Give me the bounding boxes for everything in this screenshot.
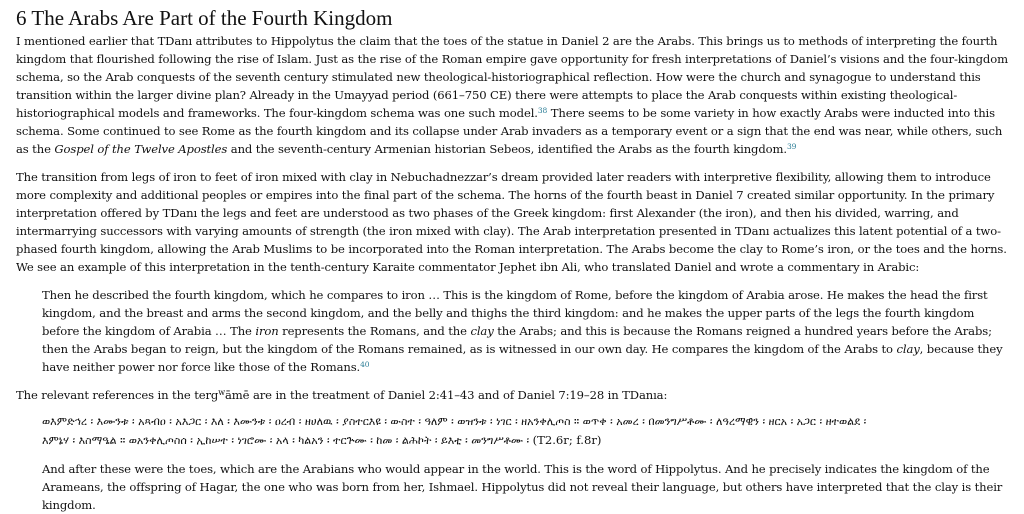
paragraph-3 — [16, 386, 1015, 404]
footnote-40-link[interactable]: 40 — [360, 360, 370, 369]
paragraph-1-text-b: There seems to be some variety in how exactly Arabs were inducted into this schema. Some continued to see Rome as the fourth kingdom and its collapse under Arab invaders as a temporary event or a sign that the end was near, while others, such as the — [16, 106, 1003, 156]
geez-line-2-text: እምኔሃ ፡ እስማዔል ። ወአንቀሊጦስሰ ፡ ኢከሠተ ፡ ነገሮሙ ፡ አላ ፡ ካልአን ፡ ተርጕሙ ፡ ከመ ፡ ልሕኮት ፡ ይእቲ ፡ መንግሥቶሙ ፡ — [42, 434, 533, 447]
quote-text-a: Then he described the fourth kingdom, which he compares to iron … This is the kingdom of Rome, before the kingdom of Arabia arose. He makes the head the first kingdom, and the breast and arms the second kingdom, and the belly and thighs the third kingdom: and he makes the upper parts of the legs the fourth kingdom before the kingdom of Arabia … The — [42, 288, 988, 338]
geez-line-1: ወእምድኅረ ፡ እሙንቱ ፡ አጻብዐ ፡ አእጋር ፡ እለ ፡ እሙንቱ ፡ ዐረብ ፡ ዘሀለዉ ፡ ያስተርእዩ ፡ ውስተ ፡ ዓለም ፡ ወዝንቱ ፡ ነገር ፡ ዘአንቀሊጦስ ። ወጥቀ ፡ አመረ ፡ በመንግሥቶሙ ፡ ለዓረማዊን ፡ ዘርአ ፡ አጋር ፡ ዘተወልደ ፡ — [42, 415, 867, 428]
block-quote — [42, 286, 1015, 376]
manuscript-reference: (T2.6r; f.8r) — [532, 433, 602, 447]
paragraph-1-text-c: and the seventh-century Armenian historian Sebeos, identified the Arabs as the fourth kingdom. — [227, 142, 787, 156]
quote-text-c: the Arabs; and this is because the Romans reigned a hundred years before the Arabs; then the Arabs began to reign, but the kingdom of the Romans remained, as is witnessed in our own day. He compares the kingdom of the Arabs to — [42, 324, 992, 356]
quote-clay: clay — [470, 324, 494, 338]
paragraph-1 — [16, 32, 1015, 158]
footnote-38-link[interactable]: 38 — [537, 106, 548, 115]
work-title: Gospel of the Twelve Apostles — [54, 142, 228, 156]
section-heading: 6 The Arabs Are Part of the Fourth Kingdom — [16, 6, 393, 30]
paragraph-3-text-a: The relevant references in the terg — [16, 388, 219, 402]
footnote-39-link[interactable]: 39 — [786, 142, 797, 151]
superscript-w: w — [218, 388, 225, 397]
paragraph-1-text-a: I mentioned earlier that TDanı attributes to Hippolytus the claim that the toes of the statue in Daniel 2 are the Arabs. This brings us to methods of interpreting the fourth kingdom that flourished following the rise of Islam. Just as the rise of the Roman empire gave opportunity for fresh interpretations of Daniel’s visions and the four-kingdom schema, so the Arab conquests of the seventh century stimulated new theological-historiographical reflection. How were the church and synagogue to understand this transition within the larger divine plan? Already in the Umayyad period (661–750 CE) there were attempts to place the Arab conquests within existing theological-historiographical models and frameworks. The four-kingdom schema was one such model. — [16, 34, 1008, 120]
quote-iron: iron — [255, 324, 279, 338]
geez-quote — [42, 413, 1015, 450]
paragraph-2: The transition from legs of iron to feet of iron mixed with clay in Nebuchadnezzar’s dream provided later readers with interpretive flexibility, allowing them to introduce more complexity and additional peoples or empires into the final part of the schema. The horns of the fourth beast in Daniel 7 created similar opportunity. In the primary interpretation offered by TDanı the legs and feet are understood as two phases of the Greek kingdom: first Alexander (the iron), and then his divided, warring, and intermarrying successors with varying amounts of strength (the iron mixed with clay). The Arab interpretation presented in TDanı actualizes this latent potential of a two-phased fourth kingdom, allowing the Arab Muslims to be incorporated into the Roman interpretation. The Arabs become the clay to Rome’s iron, or the toes and the horns. We see an example of this interpretation in the tenth-century Karaite commentator Jephet ibn Ali, who translated Daniel and wrote a commentary in Arabic: — [16, 170, 1007, 274]
quote-text-d: , because they have neither power nor force like those of the Romans. — [42, 342, 1003, 374]
quote-clay-2: clay — [896, 342, 920, 356]
paragraph-3-text-b: āmē are in the treatment of Daniel 2:41–43 and of Daniel 7:19–28 in TDanıa: — [224, 388, 668, 402]
geez-line-2 — [42, 431, 1015, 450]
quote-text-b: represents the Romans, and the — [278, 324, 471, 338]
english-translation: And after these were the toes, which are the Arabians who would appear in the world. This is the word of Hippolytus. And he precisely indicates the kingdom of the Arameans, the offspring of Hagar, the one who was born from her, Ishmael. Hippolytus did not reveal their language, but others have interpreted that the clay is their kingdom. — [42, 462, 1003, 512]
